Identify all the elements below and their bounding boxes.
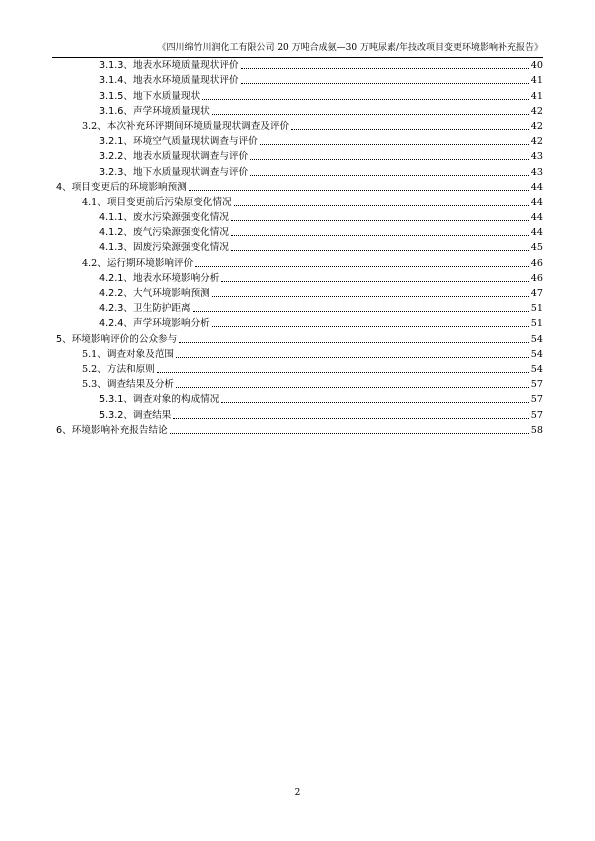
toc-entry-page: 57: [530, 394, 543, 406]
toc-entry[interactable]: [52, 118, 543, 133]
toc-dot-leader: [260, 144, 529, 145]
toc-entry-page: 46: [530, 257, 543, 269]
toc-entry-label: 3.2.2、地表水质量现状调查与评价: [99, 151, 249, 163]
toc-entry-page: 46: [530, 272, 543, 284]
toc-entry[interactable]: [52, 361, 543, 376]
toc-entry-page: 44: [530, 196, 543, 208]
toc-entry-page: 43: [530, 151, 543, 163]
toc-entry-label: 3.2、本次补充环评期间环境质量现状调查及评价: [82, 120, 290, 132]
toc-entry-page: 44: [530, 227, 543, 239]
toc-entry-page: 42: [530, 136, 543, 148]
toc-dot-leader: [291, 129, 529, 130]
toc-dot-leader: [179, 342, 529, 343]
toc-entry[interactable]: [52, 315, 543, 330]
toc-entry-page: 47: [530, 288, 543, 299]
toc-dot-leader: [250, 159, 529, 160]
toc-entry[interactable]: [52, 224, 543, 239]
toc-dot-leader: [212, 296, 529, 297]
toc-entry-label: 5.2、方法和原则: [82, 363, 155, 375]
toc-entry-page: 42: [530, 120, 543, 132]
toc-dot-leader: [250, 175, 529, 176]
toc-dot-leader: [176, 387, 529, 388]
toc-dot-leader: [157, 372, 529, 373]
toc-entry-page: 43: [530, 166, 543, 178]
toc-dot-leader: [221, 402, 528, 403]
toc-entry[interactable]: [52, 422, 543, 437]
toc-dot-leader: [212, 326, 529, 327]
toc-entry-page: 40: [530, 60, 543, 72]
toc-entry[interactable]: [52, 148, 543, 163]
toc-entry-page: 41: [530, 75, 543, 87]
toc-entry-label: 4、项目变更后的环境影响预测: [56, 181, 187, 193]
toc-entry[interactable]: [52, 103, 543, 118]
toc-entry[interactable]: [52, 300, 543, 315]
toc-entry[interactable]: [52, 239, 543, 254]
toc-dot-leader: [231, 220, 529, 221]
toc-entry-label: 5.1、调查对象及范围: [82, 348, 175, 360]
toc-entry[interactable]: [52, 209, 543, 224]
toc-entry-page: 51: [530, 303, 543, 315]
toc-entry-label: 4.1、项目变更前后污染原变化情况: [82, 196, 232, 208]
toc-dot-leader: [231, 235, 529, 236]
toc-entry-page: 41: [530, 90, 543, 102]
toc-entry-label: 5.3、调查结果及分析: [82, 379, 175, 391]
page-number: 2: [294, 788, 301, 798]
toc-entry-page: 44: [530, 212, 543, 224]
toc-entry-label: 3.1.3、地表水环境质量现状评价: [99, 60, 239, 72]
toc-entry-label: 4.1.3、固废污染源强变化情况: [99, 242, 229, 254]
toc-entry-label: 4.2.1、地表水环境影响分析: [99, 272, 220, 284]
toc-entry-page: 51: [530, 318, 543, 330]
toc-dot-leader: [234, 205, 529, 206]
toc-entry-label: 3.1.5、地下水质量现状: [99, 90, 201, 102]
toc-dot-leader: [176, 357, 529, 358]
toc-dot-leader: [241, 68, 529, 69]
toc-entry[interactable]: [52, 57, 543, 72]
toc-entry-page: 45: [530, 242, 543, 254]
toc-entry-label: 4.1.2、废气污染源强变化情况: [99, 227, 229, 239]
toc-dot-leader: [170, 433, 529, 434]
toc-dot-leader: [195, 266, 529, 267]
toc-entry-label: 5、环境影响评价的公众参与: [56, 333, 178, 345]
toc-entry-label: 4.2.4、声学环境影响分析: [99, 318, 210, 330]
toc-entry[interactable]: [52, 163, 543, 178]
toc-entry-page: 58: [530, 424, 543, 436]
toc-entry[interactable]: [52, 376, 543, 391]
toc-entry-page: 57: [530, 379, 543, 391]
toc-dot-leader: [241, 83, 529, 84]
toc-entry-label: 3.2.1、环境空气质量现状调查与评价: [99, 136, 258, 148]
toc-entry-label: 4.2.2、大气环境影响预测: [99, 288, 210, 299]
toc-entry[interactable]: [52, 285, 543, 300]
toc-entry[interactable]: [52, 87, 543, 102]
toc-entry[interactable]: [52, 330, 543, 345]
toc-dot-leader: [212, 114, 529, 115]
toc-entry-label: 3.1.4、地表水环境质量现状评价: [99, 75, 239, 87]
toc-entry[interactable]: [52, 179, 543, 194]
toc-entry[interactable]: [52, 391, 543, 406]
toc-entry[interactable]: [52, 133, 543, 148]
toc-entry-label: 4.1.1、废水污染源强变化情况: [99, 212, 229, 224]
toc-entry-page: 42: [530, 105, 543, 117]
toc-dot-leader: [189, 190, 529, 191]
toc-entry-label: 3.1.6、声学环境质量现状: [99, 105, 210, 117]
toc-entry[interactable]: [52, 346, 543, 361]
toc-entry-label: 5.3.2、调查结果: [99, 409, 172, 421]
toc-entry-page: 54: [530, 333, 543, 345]
toc-entry-label: 5.3.1、调查对象的构成情况: [99, 394, 220, 406]
toc-entry-label: 4.2、运行期环境影响评价: [82, 257, 194, 269]
toc-entry-label: 3.2.3、地下水质量现状调查与评价: [99, 166, 249, 178]
toc-entry-page: 57: [530, 409, 543, 421]
toc-entry[interactable]: [52, 270, 543, 285]
toc-dot-leader: [173, 418, 528, 419]
toc-dot-leader: [231, 250, 529, 251]
toc-entry[interactable]: [52, 194, 543, 209]
running-header: 《四川绵竹川润化工有限公司 20 万吨合成氨—30 万吨尿素/年技改项目变更环境影响补充报告》: [52, 42, 543, 58]
toc-entry-page: 44: [530, 181, 543, 193]
toc-entry-page: 54: [530, 363, 543, 375]
toc-dot-leader: [193, 311, 529, 312]
toc-entry-page: 54: [530, 348, 543, 360]
toc-entry[interactable]: [52, 406, 543, 421]
toc-entry-label: 6、环境影响补充报告结论: [56, 424, 168, 436]
toc-entry-label: 4.2.3、卫生防护距离: [99, 303, 191, 315]
table-of-contents: [52, 57, 543, 437]
toc-dot-leader: [221, 281, 528, 282]
toc-entry[interactable]: [52, 254, 543, 269]
toc-dot-leader: [202, 99, 529, 100]
toc-entry[interactable]: [52, 72, 543, 87]
